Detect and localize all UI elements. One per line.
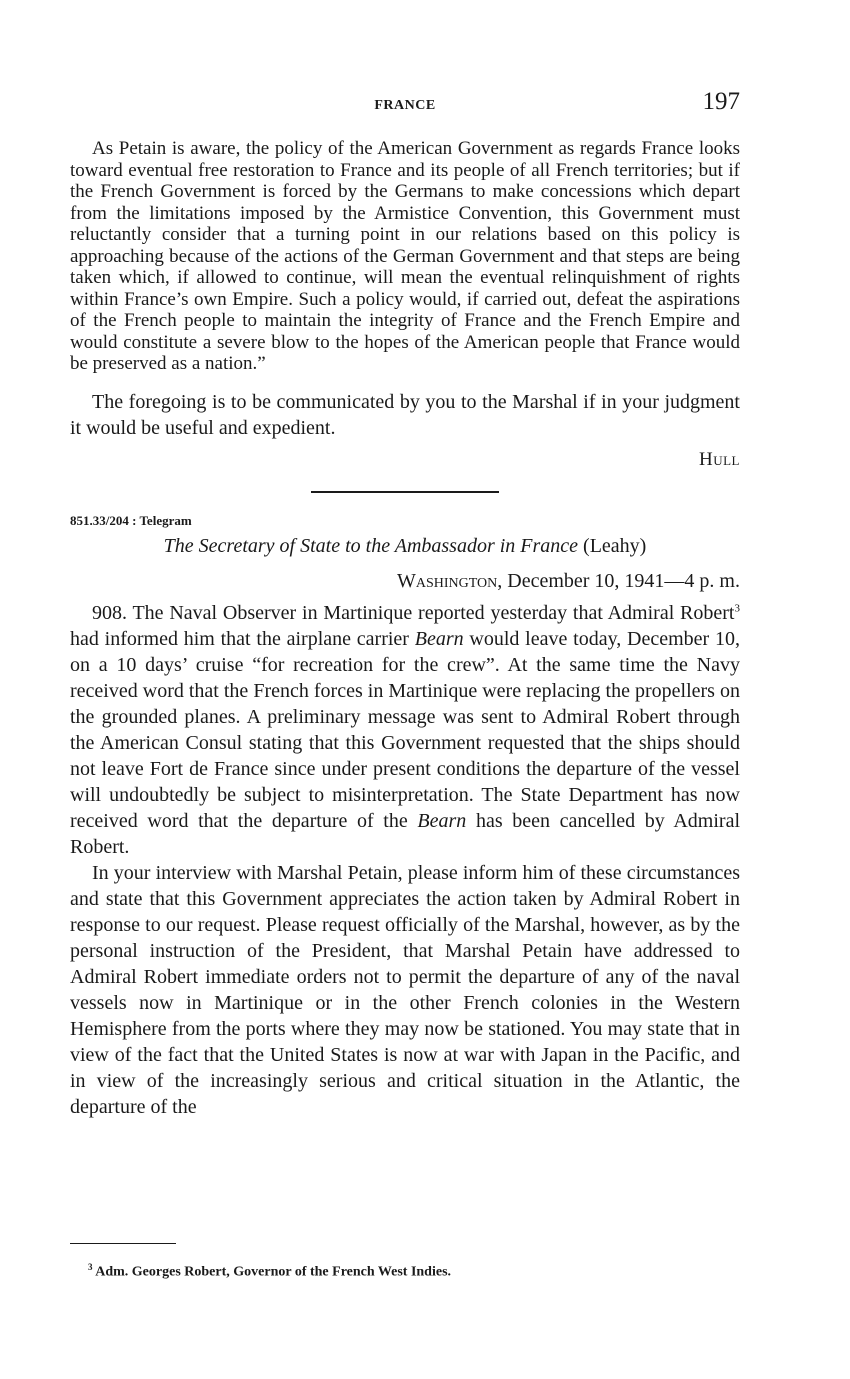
dateline-date: , December 10, 1941—4 p. m. — [497, 569, 740, 592]
footnote-number: 3 — [88, 1262, 93, 1272]
body-paragraph-1 — [70, 600, 740, 860]
document-page — [70, 88, 740, 1120]
document-title-text: The Secretary of State to the Ambassador in France — [163, 534, 579, 557]
page-number: 197 — [702, 88, 740, 115]
signature: Hull — [699, 448, 740, 470]
running-title: FRANCE — [374, 98, 436, 113]
telegram-body — [70, 600, 740, 1120]
dateline — [70, 568, 740, 594]
para1-part2: had informed him that the airplane carrier — [70, 627, 415, 650]
footnote — [88, 1262, 451, 1281]
ship-name: Bearn — [417, 809, 467, 832]
body-paragraph-2: In your interview with Marshal Petain, please inform him of these circumstances and state that this Government appreciates the action taken by Admiral Robert in response to our request. Please request officially of the Marshal, however, as by the personal instruction of the President, that Marshal Petain have addressed to Admiral Robert immediate orders not to permit the departure of any of the naval vessels now in Martinique or in the other French colonies in the Western Hemisphere from the ports where they may now be stationed. You may state that in view of the fact that the United States is now at war with Japan in the Pacific, and in view of the increasingly serious and critical situation in the Atlantic, the departure of the — [70, 861, 740, 1118]
para1-part4: has been cancelled by Admiral Robert. — [70, 809, 740, 858]
document-recipient: (Leahy) — [583, 534, 647, 557]
running-head — [70, 88, 740, 124]
para1-part1: 908. The Naval Observer in Martinique reported yesterday that Admiral Robert — [92, 601, 735, 624]
footnote-rule — [70, 1243, 176, 1244]
dateline-place: Washington — [396, 569, 498, 592]
footnote-marker: 3 — [734, 601, 740, 614]
closing-paragraph: The foregoing is to be communicated by you to the Marshal if in your judgment it would be useful and expedient. — [70, 390, 740, 439]
ship-name: Bearn — [414, 627, 464, 650]
quoted-message: As Petain is aware, the policy of the American Government as regards France looks toward eventual free restoration to France and its people of all French territories; but if the French Government is forced by the Germans to make concessions which depart from the limitations imposed by the Armistice Convention, this Government must reluctantly consider that a turning point in our relations based on this policy is approaching because of the actions of the German Government and that steps are being taken which, if allowed to continue, will mean the eventual relinquishment of rights within France’s own Empire. Such a policy would, if carried out, defeat the aspirations of the French people to maintain the integrity of France and the French Empire and would constitute a severe blow to the hopes of the American people that France would be preserved as a nation.” — [70, 138, 740, 374]
footnote-text: Adm. Georges Robert, Governor of the French West Indies. — [92, 1264, 452, 1280]
file-reference: 851.33/204 : Telegram — [70, 512, 192, 528]
section-divider — [311, 491, 499, 493]
para1-part3: would leave today, December 10, on a 10 days’ cruise “for recreation for the crew”. At the same time the Navy received word that the French forces in Martinique were replacing the propellers on the grounded planes. A preliminary message was sent to Admiral Robert through the American Consul stating that this Government requested that the ships should not leave Fort de France since under present conditions the departure of the vessel will undoubtedly be subject to misinterpretation. The State Department has now received word that the departure of the — [70, 627, 740, 832]
document-title — [70, 535, 740, 558]
